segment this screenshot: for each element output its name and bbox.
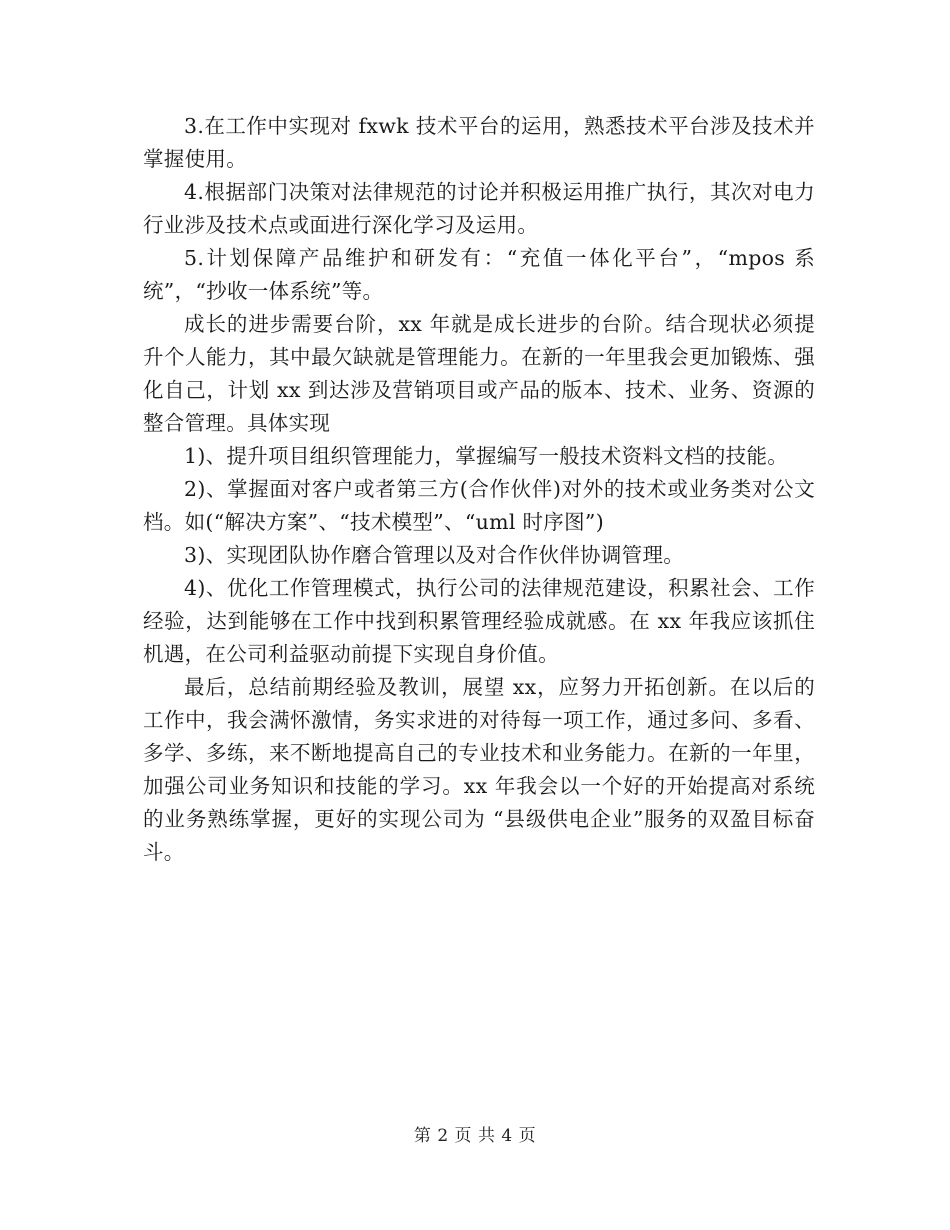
paragraph-sub-item-2: 2)、掌握面对客户或者第三方(合作伙伴)对外的技术或业务类对公文档。如(“解决方案”、“技术模型”、“uml 时序图”) <box>143 477 815 534</box>
document-body <box>143 110 815 869</box>
paragraph-item-3: 3.在工作中实现对 fxwk 技术平台的运用，熟悉技术平台涉及技术并掌握使用。 <box>143 114 815 171</box>
paragraph-conclusion: 最后，总结前期经验及教训，展望 xx，应努力开拓创新。在以后的工作中，我会满怀激情，务实求进的对待每一项工作，通过多问、多看、多学、多练，来不断地提高自己的专业技术和业务能力。在新的一年里，加强公司业务知识和技能的学习。xx 年我会以一个好的开始提高对系统的业务熟练掌握，更好的实现公司为 “县级供电企业”服务的双盈目标奋斗。 <box>143 675 815 864</box>
paragraph-sub-item-4: 4)、优化工作管理模式，执行公司的法律规范建设，积累社会、工作经验，达到能够在工作中找到积累管理经验成就感。在 xx 年我应该抓住机遇，在公司利益驱动前提下实现自身价值。 <box>143 576 815 666</box>
paragraph-item-5: 5.计划保障产品维护和研发有：“充值一体化平台”，“mpos 系统”，“抄收一体系统”等。 <box>143 246 815 303</box>
paragraph-sub-item-1: 1)、提升项目组织管理能力，掌握编写一般技术资料文档的技能。 <box>184 444 789 468</box>
paragraph-item-4: 4.根据部门决策对法律规范的讨论并积极运用推广执行，其次对电力行业涉及技术点或面进行深化学习及运用。 <box>143 180 815 237</box>
paragraph-sub-item-3: 3)、实现团队协作磨合管理以及对合作伙伴协调管理。 <box>184 543 685 567</box>
page-number-footer: 第 2 页 共 4 页 <box>413 1126 537 1146</box>
paragraph-growth: 成长的进步需要台阶，xx 年就是成长进步的台阶。结合现状必须提升个人能力，其中最欠缺就是管理能力。在新的一年里我会更加锻炼、强化自己，计划 xx 到达涉及营销项目或产品的版本、技术、业务、资源的整合管理。具体实现 <box>143 312 815 435</box>
